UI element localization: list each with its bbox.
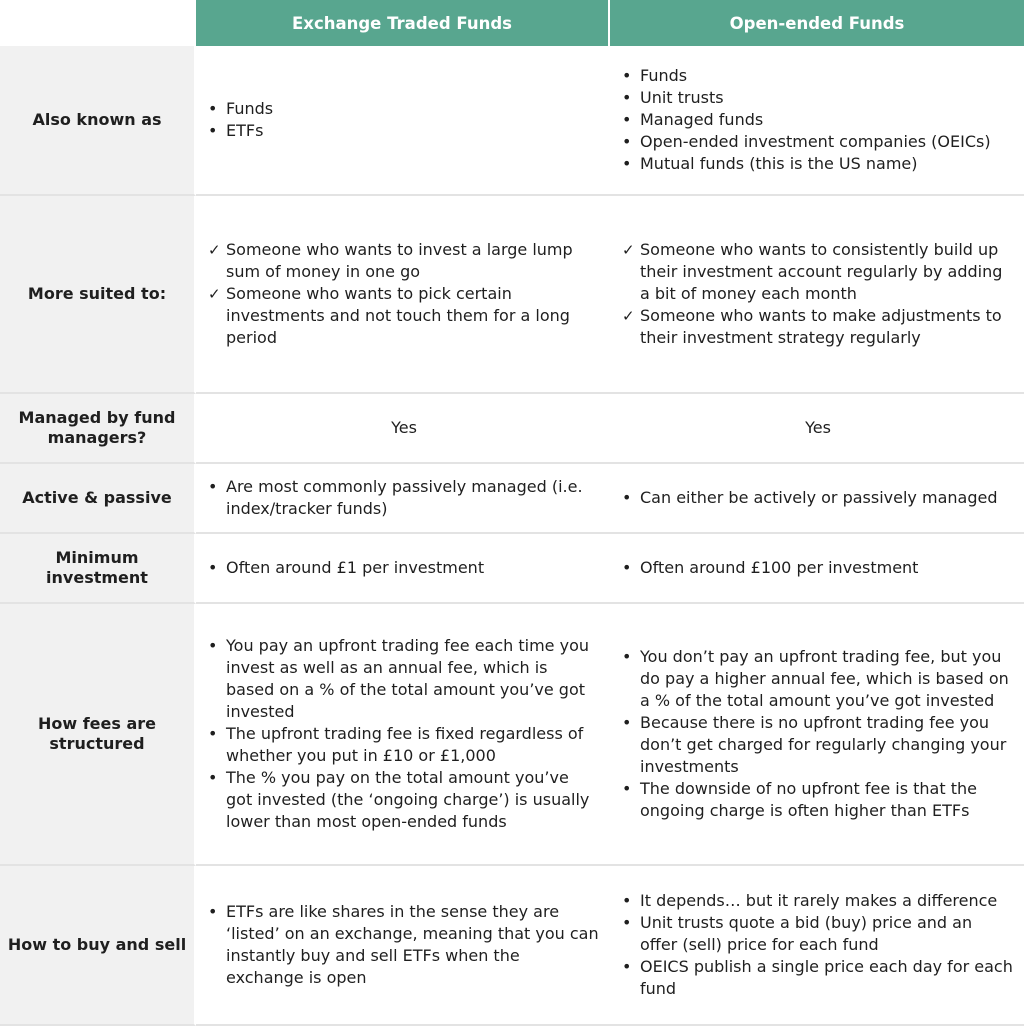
oef-list [622, 239, 1014, 349]
list-item: • Open-ended investment companies (OEICs) [640, 131, 1014, 153]
row-label: How to buy and sell [0, 866, 196, 1026]
row-buy-sell [0, 866, 1024, 1026]
row-more-suited-to [0, 196, 1024, 394]
row-label: Active & passive [0, 464, 196, 534]
oef-list [622, 65, 1014, 175]
list-item: • ETFs [226, 120, 600, 142]
row-label: Minimum investment [0, 534, 196, 604]
list-item: • The upfront trading fee is fixed regardless of whether you put in £10 or £1,000 [226, 723, 600, 767]
etf-list [208, 557, 600, 579]
list-item: • Can either be actively or passively managed [640, 487, 1014, 509]
list-item: • Funds [226, 98, 600, 120]
row-minimum-investment [0, 534, 1024, 604]
row-label: Managed by fund managers? [0, 394, 196, 464]
oef-cell: Yes [610, 394, 1024, 464]
row-fees [0, 604, 1024, 866]
list-item: • Often around £100 per investment [640, 557, 1014, 579]
list-item: • It depends… but it rarely makes a difference [640, 890, 1014, 912]
oef-list [622, 890, 1014, 1000]
oef-cell [610, 464, 1024, 534]
row-label: More suited to: [0, 196, 196, 394]
row-active-passive [0, 464, 1024, 534]
row-also-known-as [0, 46, 1024, 196]
list-item: • ETFs are like shares in the sense they are ‘listed’ on an exchange, meaning that you can instantly buy and sell ETFs when the exchange is open [226, 901, 600, 989]
list-item: • The downside of no upfront fee is that the ongoing charge is often higher than ETFs [640, 778, 1014, 822]
header-row [0, 0, 1024, 46]
etf-cell: Yes [196, 394, 610, 464]
oef-cell [610, 604, 1024, 866]
etf-list [208, 476, 600, 520]
etf-list [208, 635, 600, 833]
row-label: How fees are structured [0, 604, 196, 866]
row-managed-by [0, 394, 1024, 464]
oef-cell [610, 866, 1024, 1026]
list-item: • Because there is no upfront trading fee you don’t get charged for regularly changing your investments [640, 712, 1014, 778]
list-item: • You don’t pay an upfront trading fee, but you do pay a higher annual fee, which is based on a % of the total amount you’ve got invested [640, 646, 1014, 712]
etf-cell [196, 534, 610, 604]
oef-list [622, 646, 1014, 822]
list-item: • Unit trusts [640, 87, 1014, 109]
etf-cell [196, 604, 610, 866]
list-item: • Funds [640, 65, 1014, 87]
header-blank [0, 0, 196, 46]
header-etf: Exchange Traded Funds [196, 0, 610, 46]
etf-list [208, 98, 600, 142]
list-item: ✓ Someone who wants to make adjustments to their investment strategy regularly [640, 305, 1014, 349]
etf-list [208, 239, 600, 349]
etf-cell [196, 866, 610, 1026]
oef-list [622, 557, 1014, 579]
etf-cell [196, 464, 610, 534]
list-item: • Often around £1 per investment [226, 557, 600, 579]
row-label: Also known as [0, 46, 196, 196]
list-item: • Managed funds [640, 109, 1014, 131]
etf-cell [196, 46, 610, 196]
list-item: • Are most commonly passively managed (i.e. index/tracker funds) [226, 476, 600, 520]
oef-list [622, 487, 1014, 509]
list-item: ✓ Someone who wants to pick certain investments and not touch them for a long period [226, 283, 600, 349]
list-item: • OEICS publish a single price each day for each fund [640, 956, 1014, 1000]
list-item: • The % you pay on the total amount you’ve got invested (the ‘ongoing charge’) is usually lower than most open-ended funds [226, 767, 600, 833]
oef-cell [610, 196, 1024, 394]
list-item: ✓ Someone who wants to invest a large lump sum of money in one go [226, 239, 600, 283]
oef-cell [610, 534, 1024, 604]
list-item: ✓ Someone who wants to consistently build up their investment account regularly by adding a bit of money each month [640, 239, 1014, 305]
etf-cell [196, 196, 610, 394]
list-item: • You pay an upfront trading fee each time you invest as well as an annual fee, which is based on a % of the total amount you’ve got invested [226, 635, 600, 723]
list-item: • Unit trusts quote a bid (buy) price and an offer (sell) price for each fund [640, 912, 1014, 956]
oef-cell [610, 46, 1024, 196]
header-oef: Open-ended Funds [610, 0, 1024, 46]
list-item: • Mutual funds (this is the US name) [640, 153, 1014, 175]
etf-list [208, 901, 600, 989]
